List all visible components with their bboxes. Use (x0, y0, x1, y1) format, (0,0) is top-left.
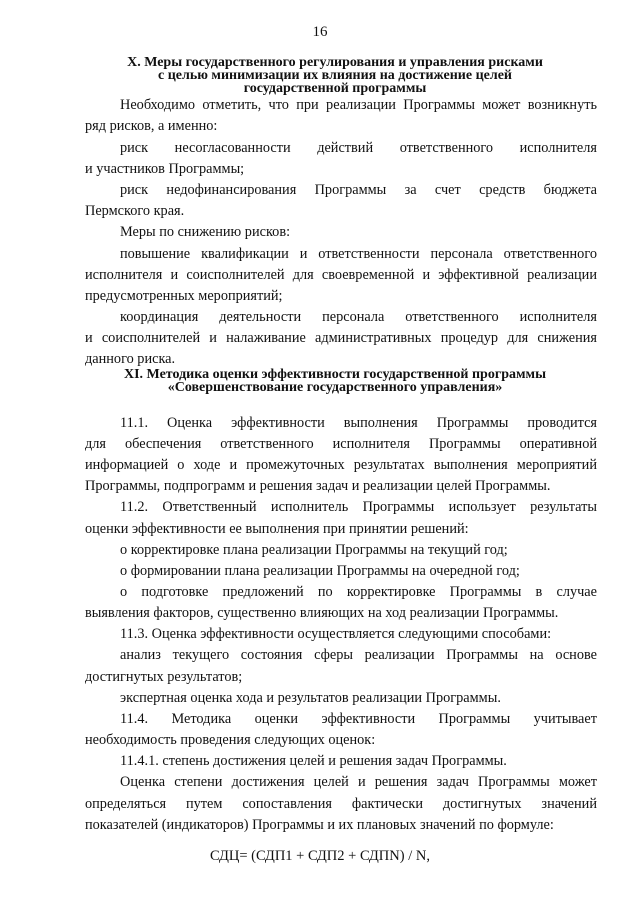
paragraph-line: 11.4.1. степень достижения целей и решения задач Программы. (120, 753, 507, 769)
paragraph-line: определяться путем сопоставления фактически достигнутых значений (85, 796, 597, 812)
paragraph-line: оценки эффективности ее выполнения при принятии решений: (85, 521, 469, 537)
formula: СДЦ= (СДП1 + СДП2 + СДПN) / N, (210, 848, 430, 864)
paragraph-line: 11.4. Методика оценки эффективности Программы учитывает (120, 711, 597, 727)
paragraph-line: необходимость проведения следующих оценок: (85, 732, 376, 748)
paragraph-line: 11.2. Ответственный исполнитель Программы использует результаты (120, 499, 597, 515)
paragraph-line: информацией о ходе и промежуточных результатах выполнения мероприятий (85, 457, 597, 473)
section-10-heading-line-1: X. Меры государственного регулирования и управления рисками (127, 55, 543, 70)
paragraph-line: Оценка степени достижения целей и решения задач Программы может (120, 774, 597, 790)
paragraph-line: Меры по снижению рисков: (120, 224, 291, 240)
paragraph-line: Программы, подпрограмм и решения задач и реализации целей Программы. (85, 478, 551, 494)
section-11-heading-line-2: «Совершенствование государственного управления» (167, 380, 503, 395)
paragraph-line: ряд рисков, а именно: (85, 118, 218, 134)
paragraph-line: данного риска. (85, 351, 176, 367)
paragraph-line: исполнителя и соисполнителей для своевременной и эффективной реализации (85, 267, 597, 283)
paragraph-line: 11.3. Оценка эффективности осуществляется следующими способами: (120, 626, 552, 642)
paragraph-line: риск недофинансирования Программы за счет средств бюджета (120, 182, 597, 198)
section-11-heading-line-1: XI. Методика оценки эффективности государственной программы (123, 367, 546, 382)
paragraph-line: Пермского края. (85, 203, 185, 219)
section-10-heading-line-2: с целью минимизации их влияния на достижение целей (157, 68, 512, 83)
paragraph-line: и соисполнителей и налаживание административных процедур для снижения (85, 330, 597, 346)
paragraph-line: 11.1. Оценка эффективности выполнения Программы проводится (120, 415, 597, 431)
paragraph-line: повышение квалификации и ответственности персонала ответственного (120, 246, 597, 262)
paragraph-line: и участников Программы; (85, 161, 245, 177)
section-10-heading-line-3: государственной программы (243, 81, 427, 96)
paragraph-line: для обеспечения ответственного исполнителя Программы оперативной (85, 436, 597, 452)
paragraph-line: о корректировке плана реализации Программы на текущий год; (120, 542, 508, 558)
page-number: 16 (312, 24, 328, 40)
paragraph-line: о подготовке предложений по корректировке Программы в случае (120, 584, 597, 600)
paragraph-line: координация деятельности персонала ответственного исполнителя (120, 309, 597, 325)
paragraph-line: выявления факторов, существенно влияющих на ход реализации Программы. (85, 605, 559, 621)
paragraph-line: о формировании плана реализации Программы на очередной год; (120, 563, 520, 579)
paragraph-line: Необходимо отметить, что при реализации Программы может возникнуть (120, 97, 597, 113)
paragraph-line: анализ текущего состояния сферы реализации Программы на основе (120, 647, 597, 663)
paragraph-line: риск несогласованности действий ответственного исполнителя (120, 140, 597, 156)
paragraph-line: предусмотренных мероприятий; (85, 288, 283, 304)
paragraph-line: достигнутых результатов; (85, 669, 243, 685)
paragraph-line: показателей (индикаторов) Программы и их плановых значений по формуле: (85, 817, 554, 833)
paragraph-line: экспертная оценка хода и результатов реализации Программы. (120, 690, 501, 706)
